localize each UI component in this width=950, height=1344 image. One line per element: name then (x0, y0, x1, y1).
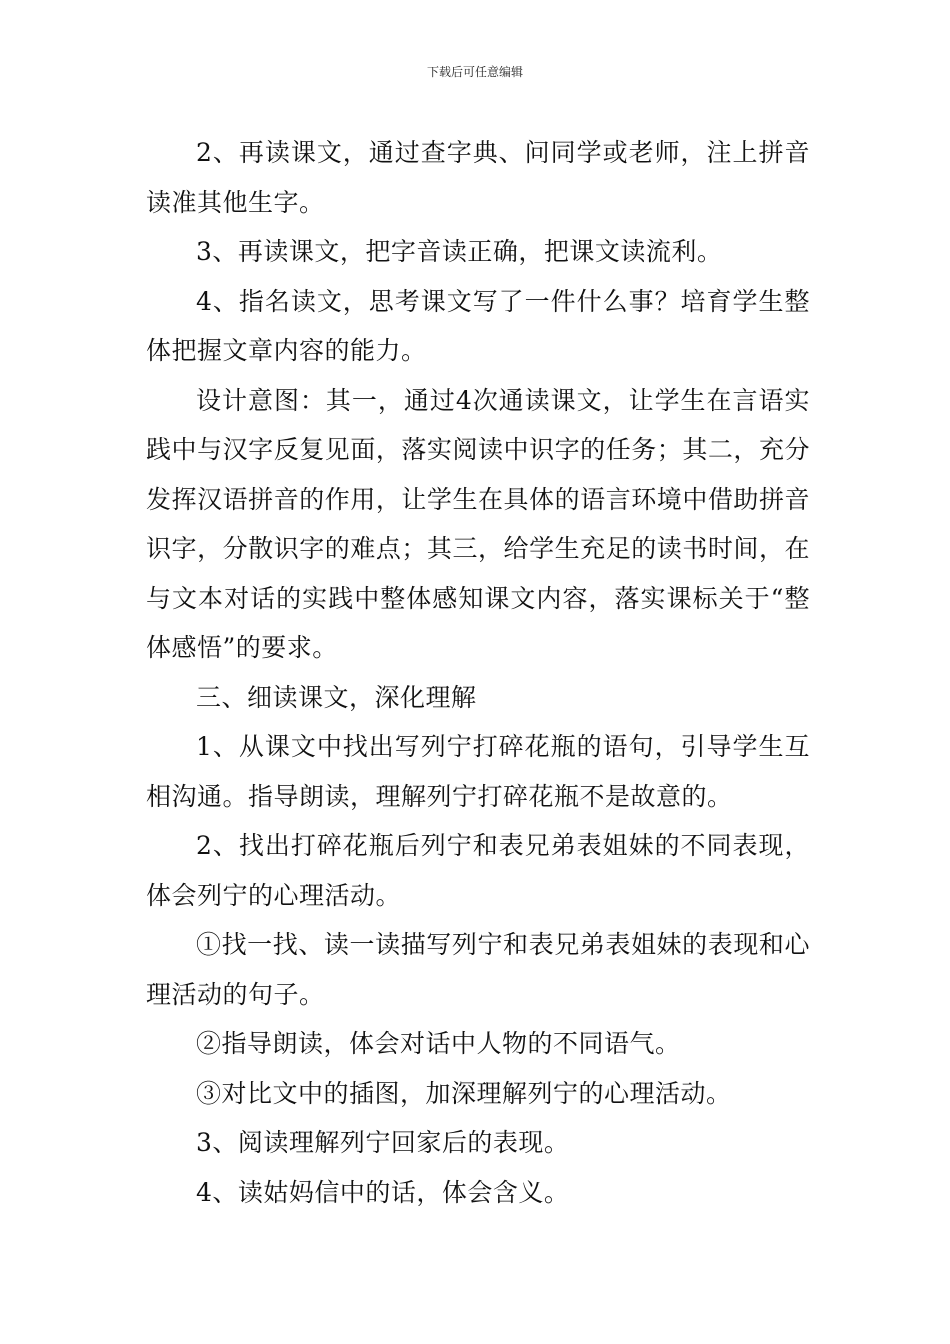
paragraph-after-home: 3、阅读理解列宁回家后的表现。 (196, 1128, 570, 1157)
paragraph-reread-dictionary: 2、再读课文，通过查字典、问同学或老师，注上拼音读准其他生字。 (146, 138, 810, 217)
paragraph-aunt-letter: 4、读姑妈信中的话，体会含义。 (196, 1177, 570, 1207)
paragraph-reread-fluently: 3、再读课文，把字音读正确，把课文读流利。 (196, 237, 723, 266)
list-item-find-read: ①找一找、读一读描写列宁和表兄弟表姐妹的表现和心理活动的句子。 (146, 930, 810, 1009)
section-heading-close-reading: 三、细读课文，深化理解 (196, 682, 477, 712)
paragraph-design-intent: 设计意图：其一，通过4次通读课文，让学生在言语实践中与汉字反复见面，落实阅读中识字的任务；其二，充分发挥汉语拼音的作用，让学生在具体的语言环境中借助拼音识字，分散识字的难点；其三，给学生充足的读书时间，在与文本对话的实践中整体感知课文内容，落实课标关于“整体感悟”的要求。 (146, 385, 810, 662)
list-item-read-tone: ②指导朗读，体会对话中人物的不同语气。 (196, 1029, 681, 1058)
body-text (146, 128, 810, 1217)
paragraph-find-sentences: 1、从课文中找出写列宁打碎花瓶的语句，引导学生互相沟通。指导朗读，理解列宁打碎花瓶不是故意的。 (146, 732, 810, 811)
paragraph-different-reactions: 2、找出打碎花瓶后列宁和表兄弟表姐妹的不同表现，体会列宁的心理活动。 (146, 831, 810, 910)
list-item-compare-illustration: ③对比文中的插图，加深理解列宁的心理活动。 (196, 1078, 732, 1108)
paragraph-read-aloud-think: 4、指名读文，思考课文写了一件什么事？培育学生整体把握文章内容的能力。 (146, 286, 810, 365)
page-header: 下载后可任意编辑 (426, 65, 523, 79)
